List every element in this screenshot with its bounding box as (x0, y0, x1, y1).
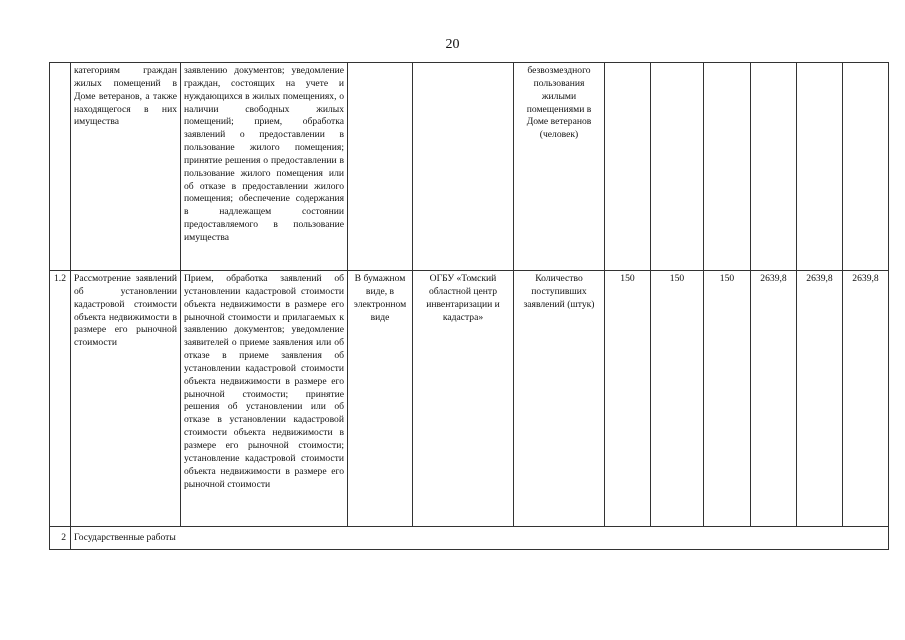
service-content-cell: Прием, обработка заявлений об установлении кадастровой стоимости объекта недвижимости в размере его рыночной стоимости и прилагаемых к заявлению документов; уведомление заявителей о приеме заявления или об отказе в приеме заявления об установлении кадастровой стоимости объекта недвижимости в размере его рыночной стоимости; принятие решения об установлении или об отказе в установлении кадастровой стоимости объекта недвижимости в размере его рыночной стоимости; установление кадастровой стоимости объекта недвижимости в размере его рыночной стоимости (181, 271, 348, 527)
section-title: Государственные работы (71, 527, 889, 550)
value-cell (605, 63, 651, 271)
value-cell: 2639,8 (751, 271, 797, 527)
value-cell: 150 (651, 271, 704, 527)
indicator-cell: безвозмездного пользования жилыми помещениями в Доме ветеранов (человек) (514, 63, 605, 271)
section-index: 2 (50, 527, 71, 550)
value-cell: 150 (704, 271, 751, 527)
value-cell (651, 63, 704, 271)
page-number: 20 (445, 37, 460, 52)
row-index (50, 63, 71, 271)
row-index: 1.2 (50, 271, 71, 527)
value-cell (704, 63, 751, 271)
executor-cell: ОГБУ «Томский областной центр инвентаризации и кадастра» (413, 271, 514, 527)
section-row (50, 527, 889, 550)
table-row (50, 271, 889, 527)
value-cell: 2639,8 (843, 271, 889, 527)
indicator-cell: Количество поступивших заявлений (штук) (514, 271, 605, 527)
value-cell (751, 63, 797, 271)
value-cell (843, 63, 889, 271)
value-cell (797, 63, 843, 271)
service-form-cell: В бумажном виде, в электронном виде (348, 271, 413, 527)
table-row (50, 63, 889, 271)
service-content-cell: заявлению документов; уведомление граждан, состоящих на учете и нуждающихся в жилых помещениях, о наличии свободных жилых помещений; прием, обработка заявлений о предоставлении в пользование жилого помещения; принятие решения о предоставлении в пользование жилого помещения или об отказе в предоставлении жилого помещения; обеспечение содержания в надлежащем состоянии предоставляемого в пользование имущества (181, 63, 348, 271)
value-cell: 2639,8 (797, 271, 843, 527)
value-cell: 150 (605, 271, 651, 527)
executor-cell (413, 63, 514, 271)
service-name-cell: Рассмотрение заявлений об установлении кадастровой стоимости объекта недвижимости в размере его рыночной стоимости (71, 271, 181, 527)
services-table (49, 62, 889, 550)
service-name-cell: категориям граждан жилых помещений в Доме ветеранов, а также находящегося в них имущества (71, 63, 181, 271)
service-form-cell (348, 63, 413, 271)
